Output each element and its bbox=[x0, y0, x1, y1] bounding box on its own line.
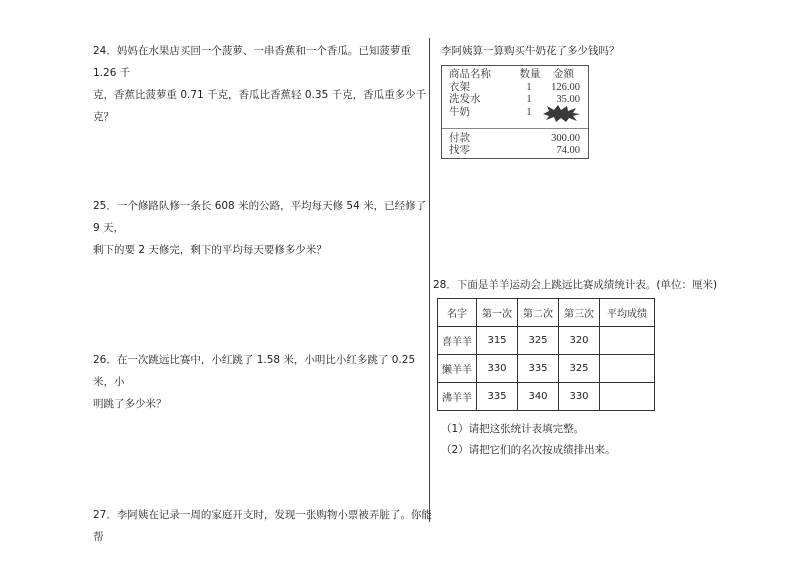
question-26 bbox=[93, 349, 435, 415]
receipt-header-name: 商品名称 bbox=[449, 69, 491, 80]
table-row bbox=[438, 383, 655, 411]
question-25 bbox=[93, 195, 435, 261]
question-26-line2: 明跳了多少米？ bbox=[93, 398, 167, 410]
table-cell: 330 bbox=[477, 355, 518, 383]
long-jump-score-table bbox=[437, 298, 655, 411]
table-cell: 340 bbox=[518, 383, 559, 411]
question-28-title bbox=[433, 274, 783, 296]
ink-blot-icon bbox=[541, 105, 581, 123]
table-cell-name: 懒羊羊 bbox=[438, 355, 477, 383]
question-24 bbox=[93, 40, 435, 128]
receipt-item-name: 衣架 bbox=[449, 82, 470, 93]
table-cell: 325 bbox=[559, 355, 600, 383]
table-row bbox=[438, 355, 655, 383]
receipt-header-row bbox=[449, 68, 582, 81]
table-header-cell: 第三次 bbox=[559, 299, 600, 327]
receipt-paid-label: 付款 bbox=[449, 133, 470, 144]
question-28-sub2: （2）请把它们的名次按成绩排出来。 bbox=[441, 444, 616, 456]
table-header-cell: 平均成绩 bbox=[600, 299, 655, 327]
receipt-separator bbox=[442, 128, 588, 129]
table-header-cell: 名字 bbox=[438, 299, 477, 327]
table-cell: 315 bbox=[477, 327, 518, 355]
question-25-line1: 25．一个修路队修一条长 608 米的公路，平均每天修 54 米，已经修了 9 天， bbox=[93, 200, 427, 234]
receipt-item-name: 洗发水 bbox=[449, 94, 481, 105]
question-24-line2: 克，香蕉比菠萝重 0.71 千克，香瓜比香蕉轻 0.35 千克，香瓜重多少千克？ bbox=[93, 89, 427, 123]
table-cell: 335 bbox=[477, 383, 518, 411]
table-cell: 330 bbox=[559, 383, 600, 411]
table-cell-name: 喜羊羊 bbox=[438, 327, 477, 355]
table-cell-average[interactable] bbox=[600, 355, 655, 383]
question-27 bbox=[93, 504, 435, 548]
table-row bbox=[438, 327, 655, 355]
question-24-line1: 24．妈妈在水果店买回一个菠萝、一串香蕉和一个香瓜。已知菠萝重 1.26 千 bbox=[93, 45, 411, 79]
shopping-receipt bbox=[441, 65, 589, 159]
receipt-item-amount: 35.00 bbox=[556, 94, 580, 105]
question-26-line1: 26．在一次跳远比赛中，小红跳了 1.58 米，小明比小红多跳了 0.25 米，小 bbox=[93, 354, 416, 388]
receipt-header-qty: 数量 bbox=[519, 69, 541, 80]
question-28-sub1: （1）请把这张统计表填完整。 bbox=[441, 423, 585, 435]
receipt-item-qty: 1 bbox=[526, 94, 532, 105]
table-cell: 335 bbox=[518, 355, 559, 383]
question-27-line2: 李阿姨算一算购买牛奶花了多少钱吗？ bbox=[441, 45, 620, 57]
receipt-paid-value: 300.00 bbox=[551, 133, 580, 144]
receipt-change-label: 找零 bbox=[449, 145, 470, 156]
receipt-change-value: 74.00 bbox=[556, 145, 580, 156]
table-header-cell: 第一次 bbox=[477, 299, 518, 327]
receipt-item-qty: 1 bbox=[526, 82, 532, 93]
table-cell: 320 bbox=[559, 327, 600, 355]
table-header-row bbox=[438, 299, 655, 327]
table-cell: 325 bbox=[518, 327, 559, 355]
question-25-line2: 剩下的要 2 天修完，剩下的平均每天要修多少米？ bbox=[93, 244, 327, 256]
receipt-header-amount: 金额 bbox=[553, 69, 574, 80]
table-header-cell: 第二次 bbox=[518, 299, 559, 327]
table-cell-name: 沸羊羊 bbox=[438, 383, 477, 411]
table-cell-average[interactable] bbox=[600, 383, 655, 411]
question-28-title-text: 28．下面是羊羊运动会上跳远比赛成绩统计表。(单位：厘米) bbox=[433, 279, 718, 291]
question-27-line1: 27．李阿姨在记录一周的家庭开支时，发现一张购物小票被弄脏了。你能帮 bbox=[93, 509, 432, 543]
receipt-item-amount: 126.00 bbox=[551, 82, 580, 93]
receipt-item-name: 牛奶 bbox=[449, 107, 470, 118]
receipt-change-row bbox=[449, 144, 582, 157]
receipt-item-qty: 1 bbox=[526, 107, 532, 118]
question-27-continued bbox=[441, 40, 771, 62]
table-cell-average[interactable] bbox=[600, 327, 655, 355]
question-28-subquestions bbox=[441, 419, 771, 461]
